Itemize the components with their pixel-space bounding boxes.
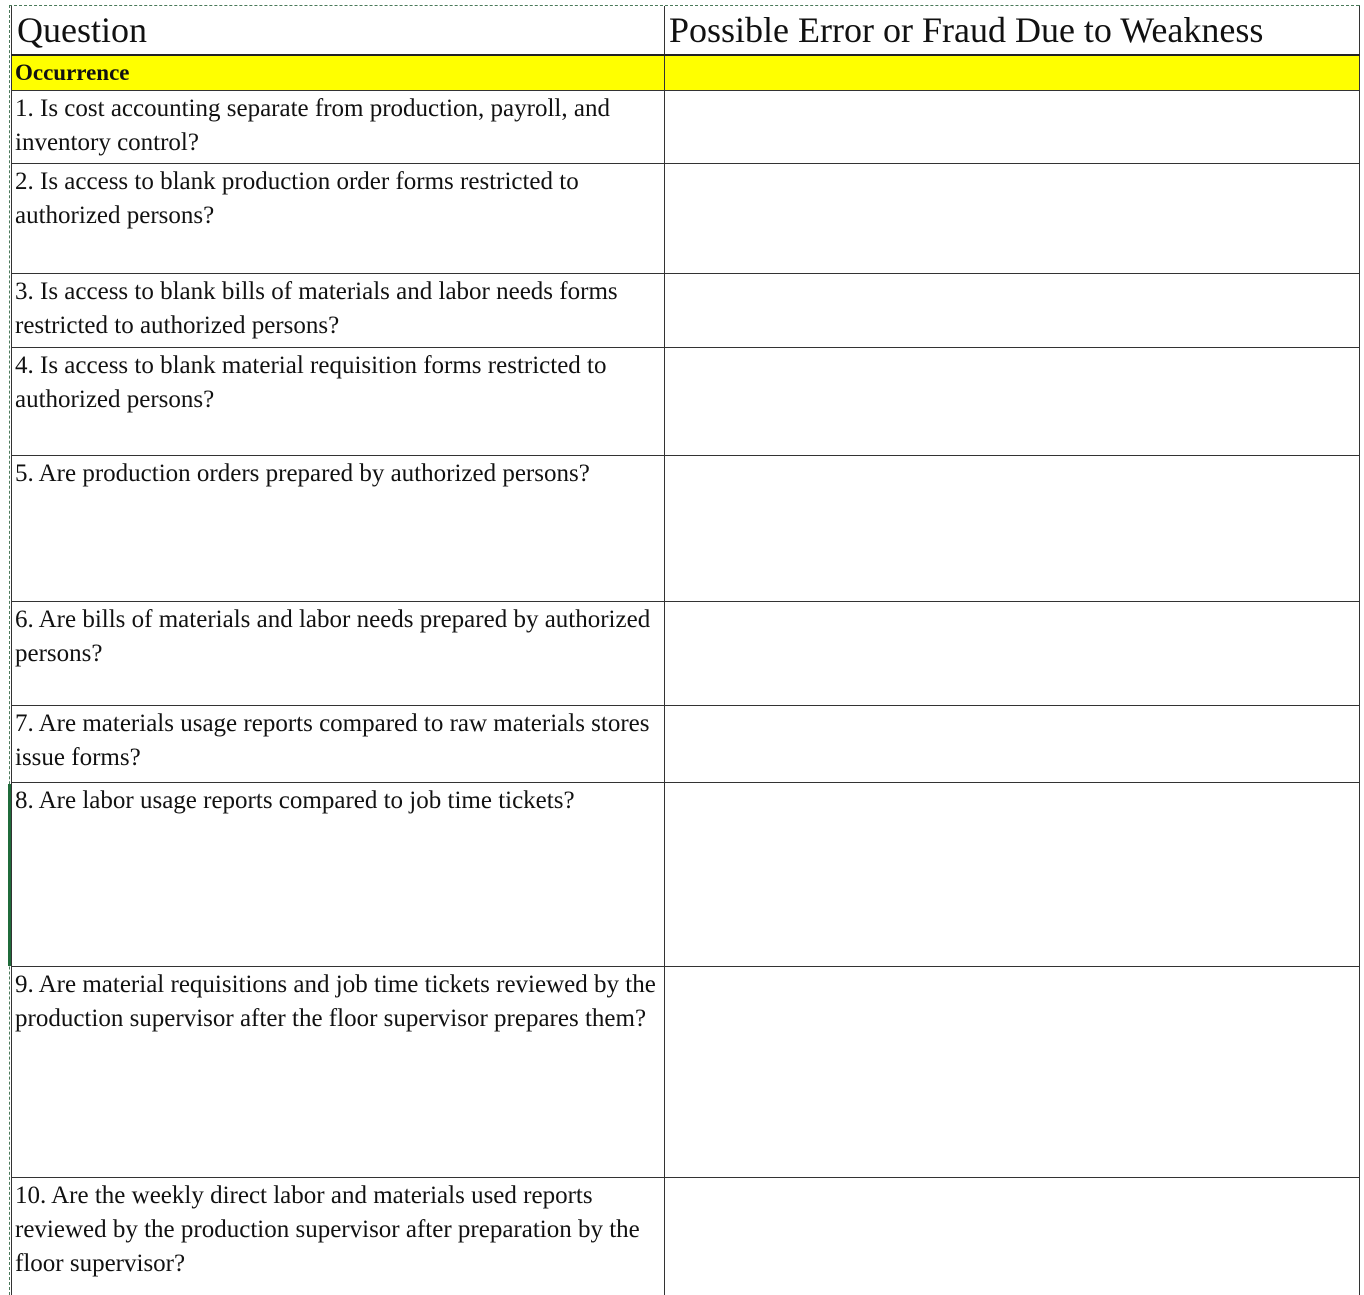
answer-cell[interactable] <box>665 706 1360 783</box>
table-row <box>12 967 1360 1178</box>
question-cell[interactable] <box>12 967 665 1178</box>
question-cell[interactable] <box>12 783 665 967</box>
possible-error-header-cell[interactable]: Possible Error or Fraud Due to Weakness <box>665 6 1360 55</box>
answer-cell[interactable] <box>665 783 1360 967</box>
question-text: 5. Are production orders prepared by authorized persons? <box>15 460 590 487</box>
question-cell[interactable] <box>12 348 665 456</box>
answer-cell[interactable] <box>665 164 1360 274</box>
question-text: 7. Are materials usage reports compared to raw materials stores issue forms? <box>15 710 650 771</box>
question-text: 10. Are the weekly direct labor and materials used reports reviewed by the production supervisor after preparation by the floor supervisor? <box>15 1182 640 1277</box>
answer-cell[interactable] <box>665 456 1360 602</box>
question-cell[interactable] <box>12 91 665 164</box>
question-cell[interactable] <box>12 164 665 274</box>
table-row <box>12 783 1360 967</box>
question-text: 1. Is cost accounting separate from production, payroll, and inventory control? <box>15 95 610 156</box>
table-row <box>12 274 1360 348</box>
table-row <box>12 348 1360 456</box>
internal-control-questionnaire-table <box>11 6 1360 1295</box>
section-empty-cell[interactable] <box>665 55 1360 91</box>
answer-cell[interactable] <box>665 1178 1360 1295</box>
table-row <box>12 1178 1360 1295</box>
question-text: 8. Are labor usage reports compared to job time tickets? <box>15 787 575 814</box>
table-row <box>12 91 1360 164</box>
question-cell[interactable] <box>12 456 665 602</box>
table-row <box>12 164 1360 274</box>
question-header-cell[interactable]: Question <box>12 6 665 55</box>
answer-cell[interactable] <box>665 274 1360 348</box>
active-cell-indicator <box>8 784 11 966</box>
header-row <box>12 6 1360 55</box>
section-row <box>12 55 1360 91</box>
question-cell[interactable] <box>12 706 665 783</box>
question-cell[interactable] <box>12 602 665 706</box>
answer-cell[interactable] <box>665 91 1360 164</box>
table-row <box>12 602 1360 706</box>
answer-cell[interactable] <box>665 602 1360 706</box>
question-cell[interactable] <box>12 274 665 348</box>
question-text: 9. Are material requisitions and job time tickets reviewed by the production supervisor after the floor supervisor prepares them? <box>15 971 656 1032</box>
answer-cell[interactable] <box>665 967 1360 1178</box>
question-text: 6. Are bills of materials and labor needs prepared by authorized persons? <box>15 606 651 667</box>
section-label-cell[interactable]: Occurrence <box>12 55 665 91</box>
table-row <box>12 706 1360 783</box>
table-row <box>12 456 1360 602</box>
question-text: 2. Is access to blank production order forms restricted to authorized persons? <box>15 168 579 229</box>
answer-cell[interactable] <box>665 348 1360 456</box>
question-cell[interactable] <box>12 1178 665 1295</box>
question-text: 3. Is access to blank bills of materials and labor needs forms restricted to authorized persons? <box>15 278 618 339</box>
question-text: 4. Is access to blank material requisition forms restricted to authorized persons? <box>15 352 607 413</box>
page-break-left <box>9 5 10 1295</box>
